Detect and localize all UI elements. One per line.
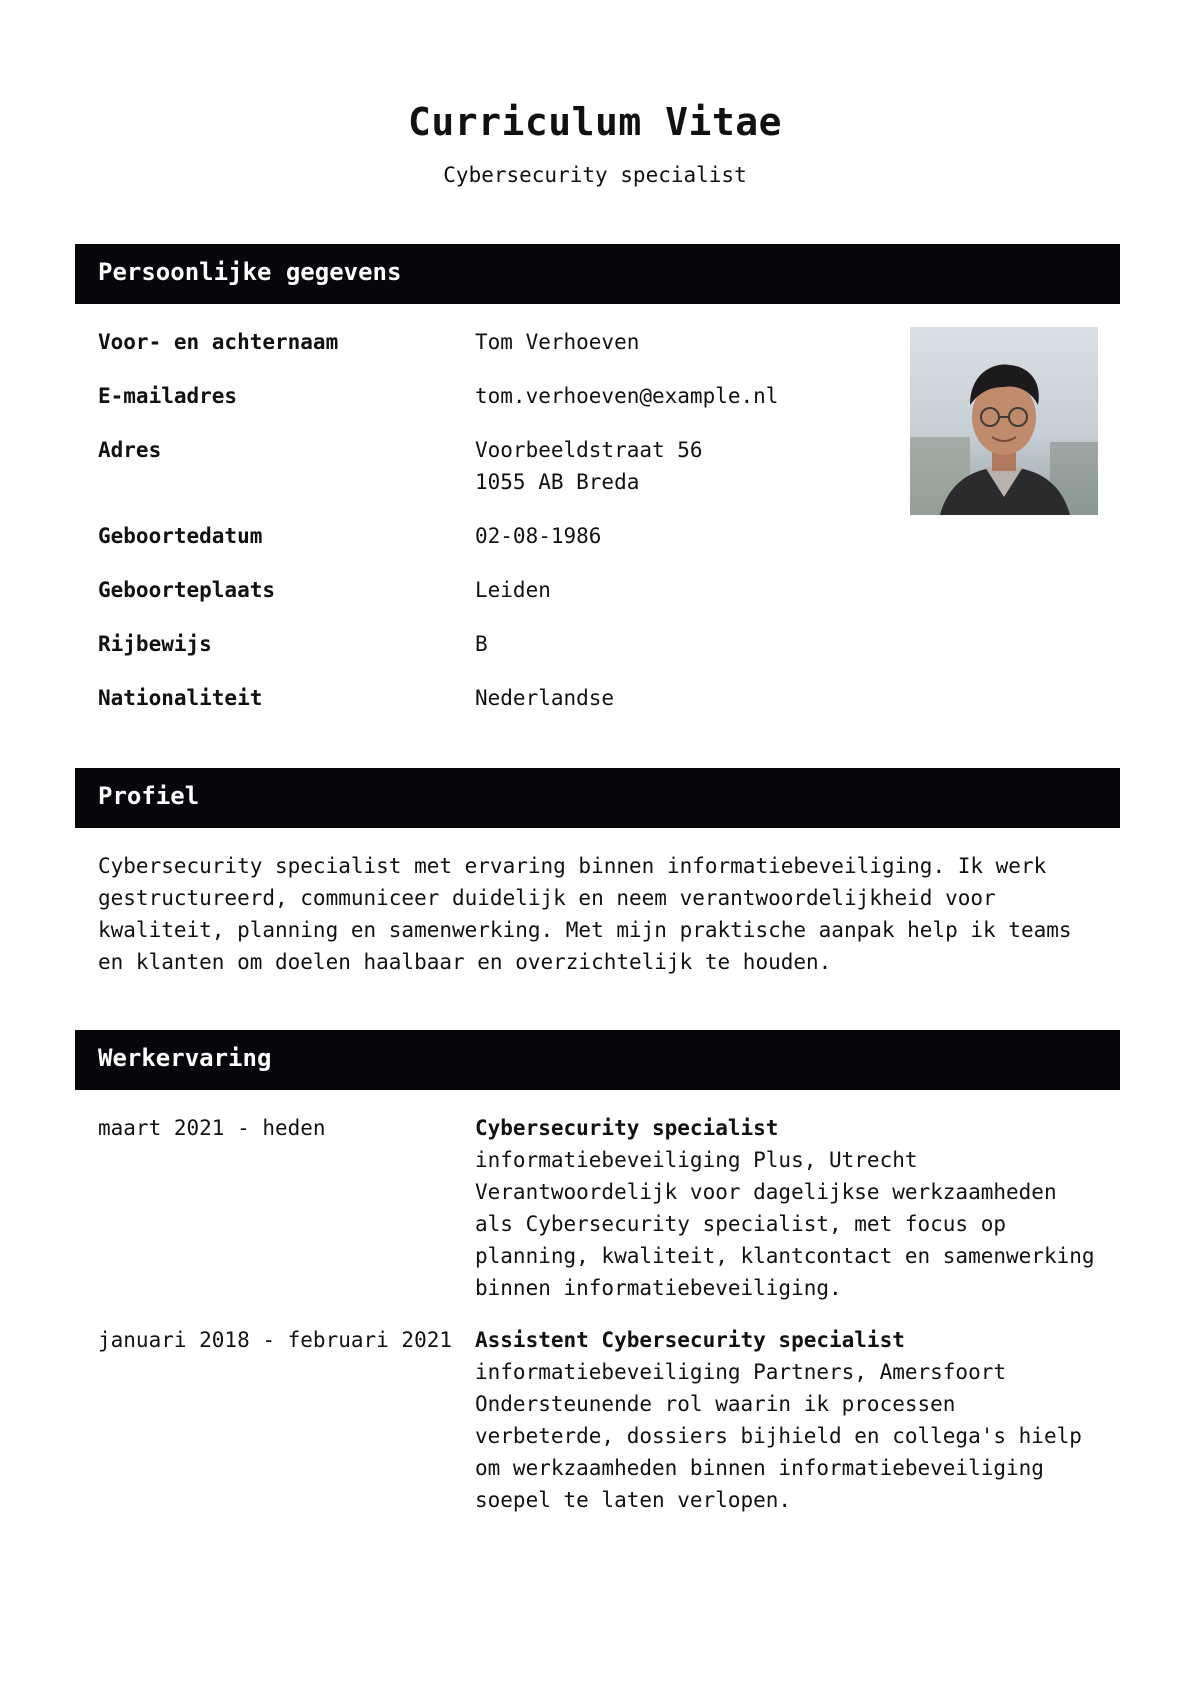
section-title-personal: Persoonlijke gegevens [98,258,402,286]
birthplace-value: Leiden [475,578,551,602]
job-description-line: als Cybersecurity specialist, met focus op [475,1212,1007,1236]
birthdate-label: Geboortedatum [98,524,263,548]
birthdate-value: 02-08-1986 [475,524,602,548]
profile-text [98,850,1108,978]
name-value: Tom Verhoeven [475,330,640,354]
job-description-line: Ondersteunende rol waarin ik processen [475,1392,956,1416]
nationality-label: Nationaliteit [98,686,263,710]
job-description-line: binnen informatiebeveiliging. [475,1276,842,1300]
name-label: Voor- en achternaam [98,330,339,354]
address-line1: Voorbeeldstraat 56 [475,438,703,462]
portrait-image [910,327,1098,515]
profile-line: en klanten om doelen haalbaar en overzichtelijk te houden. [98,950,832,974]
job-description-line: Verantwoordelijk voor dagelijkse werkzaamheden [475,1180,1057,1204]
job-description-line: planning, kwaliteit, klantcontact en samenwerking [475,1244,1095,1268]
job-description-line: soepel te laten verlopen. [475,1488,792,1512]
section-header-profile [75,768,1120,828]
page-title: Curriculum Vitae [407,100,783,144]
birthplace-label: Geboorteplaats [98,578,276,602]
profile-photo [910,327,1098,515]
address-label: Adres [98,438,162,462]
job-entry [475,1112,1115,1304]
job-period: januari 2018 - februari 2021 [98,1328,453,1352]
email-label: E-mailadres [98,384,238,408]
section-header-experience [75,1030,1120,1090]
address-line2: 1055 AB Breda [475,470,640,494]
job-description-line: om werkzaamheden binnen informatiebeveiliging [475,1456,1044,1480]
job-company: informatiebeveiliging Partners, Amersfoort [475,1360,1007,1384]
nationality-value: Nederlandse [475,686,615,710]
section-header-personal [75,244,1120,304]
email-value: tom.verhoeven@example.nl [475,384,779,408]
job-entry [475,1324,1115,1516]
profile-line: gestructureerd, communiceer duidelijk en neem verantwoordelijkheid voor [98,886,996,910]
section-title-experience: Werkervaring [98,1044,272,1072]
job-description-line: verbeterde, dossiers bijhield en collega's hielp [475,1424,1082,1448]
profile-line: kwaliteit, planning en samenwerking. Met mijn praktische aanpak help ik teams [98,918,1072,942]
license-label: Rijbewijs [98,632,212,656]
job-period: maart 2021 - heden [98,1116,326,1140]
job-title: Cybersecurity specialist [475,1116,779,1140]
license-value: B [475,632,488,656]
profile-line: Cybersecurity specialist met ervaring binnen informatiebeveiliging. Ik werk [98,854,1047,878]
job-title: Assistent Cybersecurity specialist [475,1328,905,1352]
page-subtitle: Cybersecurity specialist [443,163,747,187]
section-title-profile: Profiel [98,782,200,810]
job-company: informatiebeveiliging Plus, Utrecht [475,1148,918,1172]
